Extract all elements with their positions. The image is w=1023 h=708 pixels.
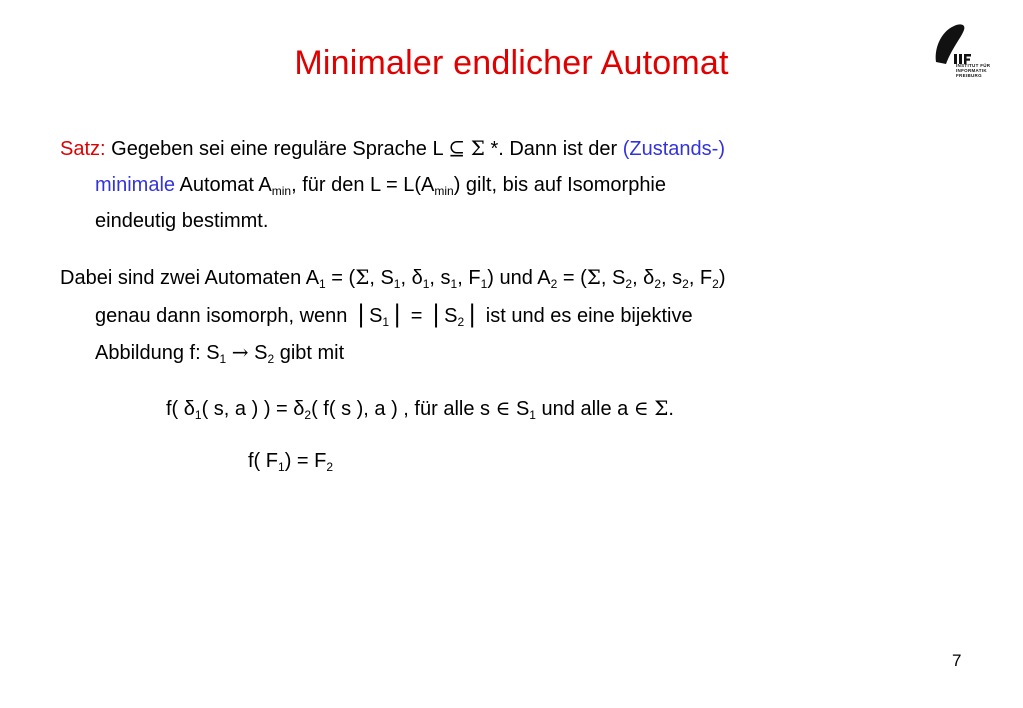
satz-line-2: minimale Automat $A_{min}$, für den $L = L(A_{min})$ gilt, bis auf Isomorphie (95, 174, 667, 198)
slide-title: Minimaler endlicher Automat (294, 44, 729, 82)
logo-text: INSTITUT FÜR INFORMATIK FREIBURG (956, 63, 991, 78)
page-number: 7 (952, 651, 962, 670)
zustands-highlight: (Zustands-) (622, 138, 725, 160)
dabei-line-1: Dabei sind zwei Automaten $A_1 = (\Sigma$, $S_1$, $\delta_1$, $s_1$, $F_1$) und $A_2 = (\Sigma$, $S_2$, $\delta_2$, $s_2$, $F_2$) (60, 265, 726, 291)
dabei-line-3: Abbildung f: $S_1 \to S_2$ gibt mit (95, 340, 345, 366)
sigma-symbol: Σ (470, 136, 485, 160)
iif-logo-icon (928, 20, 998, 90)
satz-line-3: eindeutig bestimmt. (95, 210, 269, 232)
transition-formula: f( $\delta_1$( s, a ) ) = $\delta_2$( f( s ), a ) , für alle s ∈ $S_1$ und alle a ∈ Σ. (166, 396, 674, 422)
minimale-highlight: minimale (95, 174, 176, 196)
final-states-formula: f( $F_1) = F_2$ (248, 450, 334, 474)
arrow-icon: → (231, 340, 249, 364)
dabei-line-2: genau dann isomorph, wenn | $S_1$ | = | $S_2$ | ist und es eine bijektive (95, 300, 693, 329)
satz-line-1: Satz: Gegeben sei eine reguläre Sprache L ⊆ Σ *. Dann ist der (Zustands-) (60, 136, 725, 160)
satz-paragraph (60, 130, 960, 239)
satz-label: Satz: (60, 138, 106, 160)
subseteq-symbol: ⊆ (448, 136, 466, 160)
dabei-paragraph (60, 259, 960, 371)
